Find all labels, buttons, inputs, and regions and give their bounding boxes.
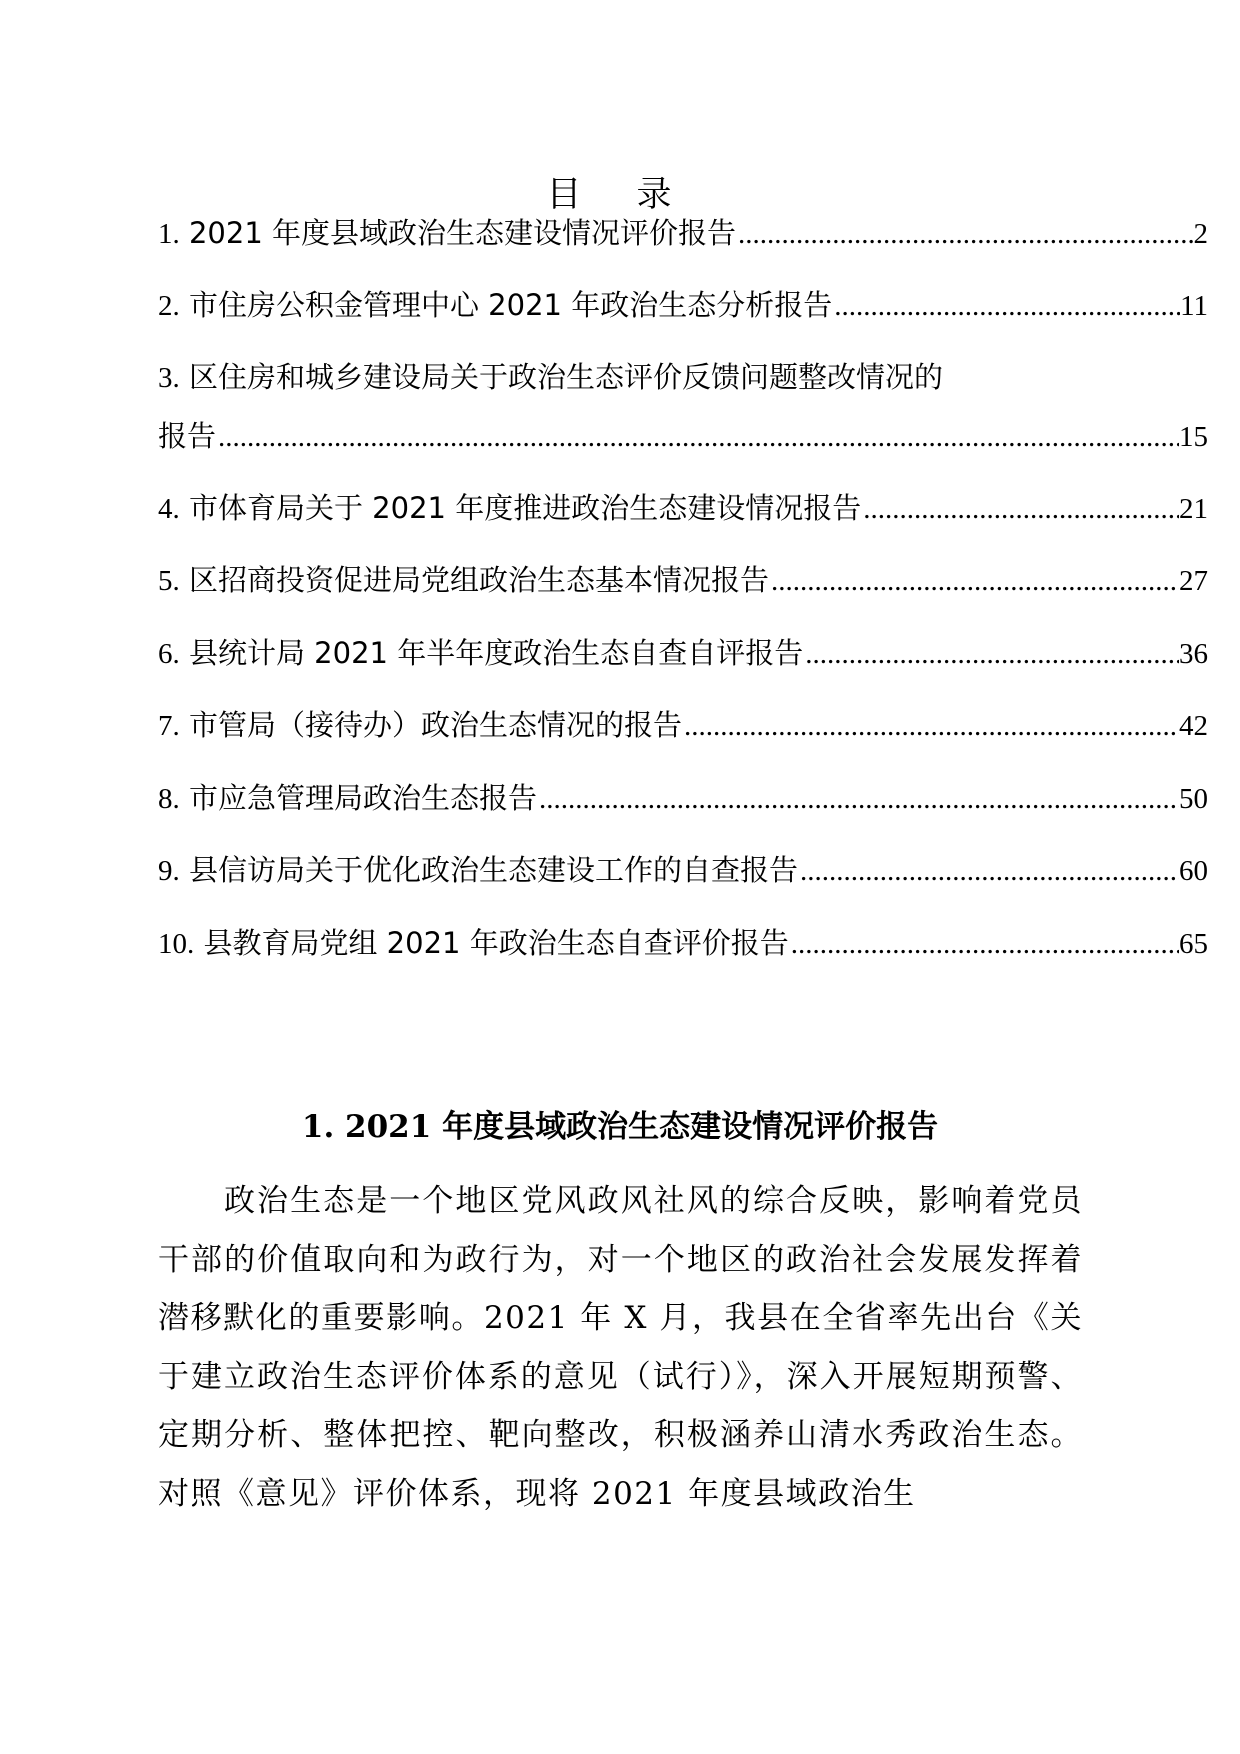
toc-entry-10[interactable] — [158, 920, 1208, 967]
toc-dot-leader — [861, 486, 1179, 532]
toc-entry-6[interactable] — [158, 630, 1208, 677]
toc-entry-3[interactable] — [158, 354, 1208, 460]
toc-entry-number: 7. — [158, 710, 180, 742]
toc-entry-number: 3. — [158, 362, 180, 394]
toc-entry-number: 2. — [158, 290, 180, 322]
toc-entry-number: 8. — [158, 783, 180, 815]
toc-entry-title: 县信访局关于优化政治生态建设工作的自查报告 — [188, 853, 798, 887]
toc-entry-number: 6. — [158, 638, 180, 670]
toc-entry-page: 21 — [1179, 493, 1208, 525]
toc-dot-leader — [832, 283, 1180, 329]
toc-entry-title: 县统计局 2021 年半年度政治生态自查自评报告 — [188, 636, 804, 670]
toc-entry-number: 5. — [158, 565, 180, 597]
toc-dot-leader — [803, 631, 1179, 677]
toc-entry-page: 11 — [1180, 290, 1208, 322]
toc-entry-page: 36 — [1179, 638, 1208, 670]
toc-dot-leader — [216, 414, 1179, 460]
toc-dot-leader — [736, 211, 1194, 257]
toc-entry-8[interactable] — [158, 775, 1208, 822]
toc-entry-9[interactable] — [158, 847, 1208, 894]
toc-entry-number: 1. — [158, 218, 180, 250]
toc-entry-page: 50 — [1179, 783, 1208, 815]
toc-dot-leader — [682, 703, 1179, 749]
toc-entry-4[interactable] — [158, 485, 1208, 532]
toc-entry-title: 市体育局关于 2021 年度推进政治生态建设情况报告 — [188, 491, 862, 525]
toc-entry-title: 市应急管理局政治生态报告 — [188, 781, 537, 815]
toc-entry-page: 42 — [1179, 710, 1208, 742]
toc-entry-title: 区住房和城乡建设局关于政治生态评价反馈问题整改情况的 — [188, 360, 943, 394]
toc-entry-2[interactable] — [158, 282, 1208, 329]
toc-entry-page: 65 — [1179, 928, 1208, 960]
toc-entry-number: 4. — [158, 493, 180, 525]
toc-entry-page: 2 — [1193, 218, 1208, 250]
toc-dot-leader — [769, 558, 1179, 604]
toc-entry-title: 2021 年度县域政治生态建设情况评价报告 — [188, 216, 736, 250]
toc-entry-page: 60 — [1179, 855, 1208, 887]
toc-entry-number: 10. — [158, 928, 195, 960]
toc-title: 目 录 — [546, 175, 694, 215]
toc-entry-title: 区招商投资促进局党组政治生态基本情况报告 — [188, 563, 769, 597]
toc-entry-title: 市管局（接待办）政治生态情况的报告 — [188, 708, 682, 742]
toc-dot-leader — [798, 848, 1179, 894]
toc-entry-page: 15 — [1179, 421, 1208, 453]
toc-entry-7[interactable] — [158, 702, 1208, 749]
toc-entry-page: 27 — [1179, 565, 1208, 597]
toc-entry-title: 县教育局党组 2021 年政治生态自查评价报告 — [203, 926, 789, 960]
toc-entry-title: 市住房公积金管理中心 2021 年政治生态分析报告 — [188, 288, 833, 322]
toc-dot-leader — [537, 776, 1179, 822]
toc-entry-5[interactable] — [158, 557, 1208, 604]
toc-entry-number: 9. — [158, 855, 180, 887]
body-paragraph: 政治生态是一个地区党风政风社风的综合反映，影响着党员干部的价值取向和为政行为，对一个地区的政治社会发展发挥着潜移默化的重要影响。2021 年 X 月，我县在全省率先出台《关于建立政治生态评价体系的意见（试行）》，深入开展短期预警、定期分析、整体把控、靶向整改，积极涵养山清水秀政治生态。对照《意见》评价体系，现将 2021 年度县域政治生 — [158, 1183, 1083, 1512]
toc-entry-title-continuation: 报告 — [158, 419, 217, 453]
toc-entry-1[interactable] — [158, 210, 1208, 257]
section-heading: 1. 2021 年度县域政治生态建设情况评价报告 — [301, 1109, 939, 1145]
toc-dot-leader — [789, 921, 1179, 967]
